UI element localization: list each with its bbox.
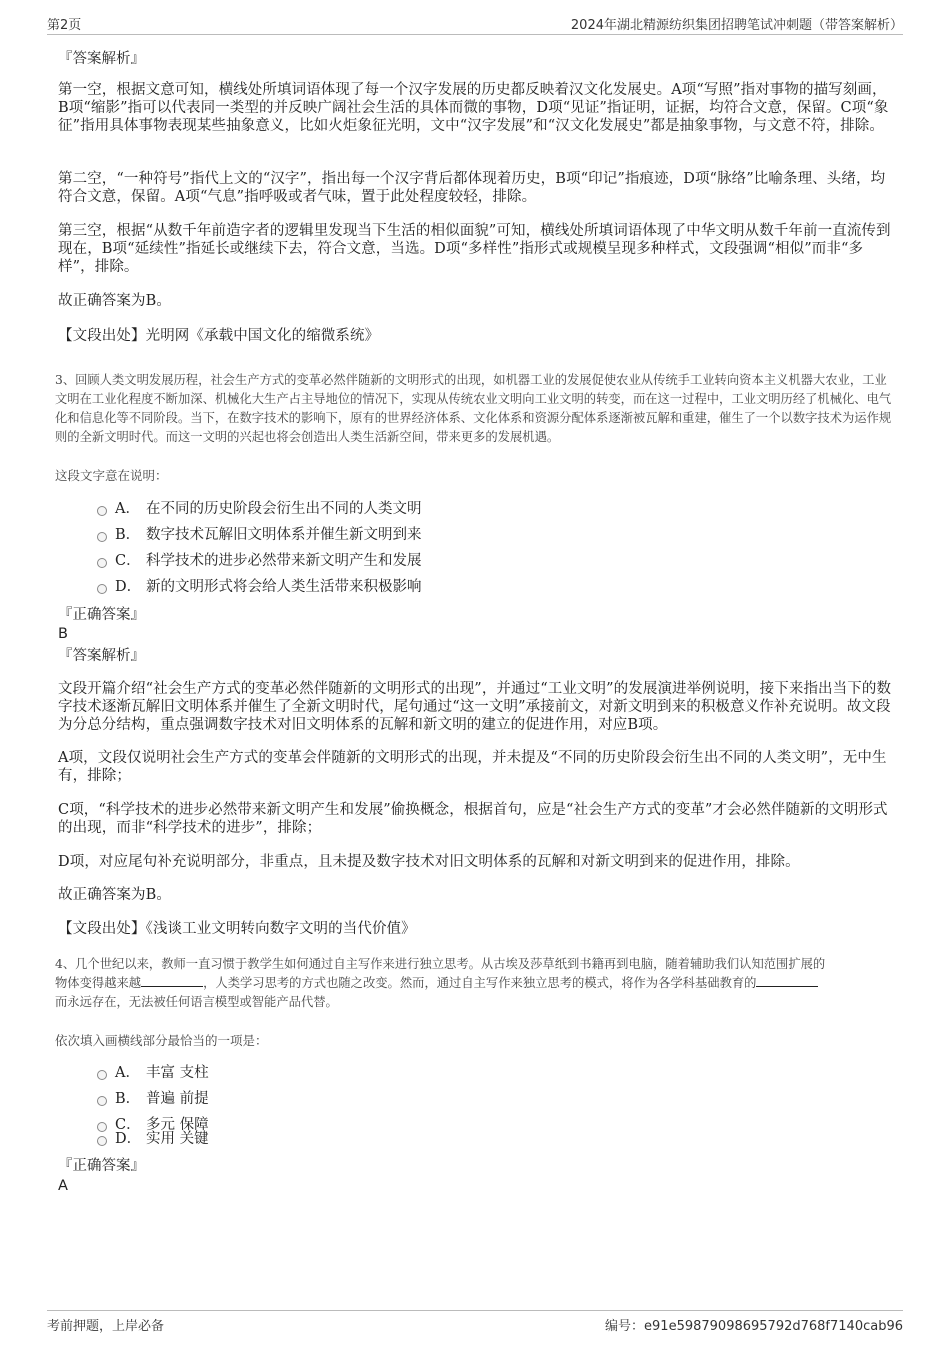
q2-analysis-p2: 第二空，“一种符号”指代上文的“汉字”，指出每一个汉字背后都体现着历史，B项“印记”指痕迹，D项“脉络”比喻条理、头绪，均符合文意，保留。A项“气息”指呼吸或者气味，置于此处程度较轻，排除。 <box>58 171 886 205</box>
q2-analysis-p1: 第一空，根据文意可知，横线处所填词语体现了每一个汉字发展的历史都反映着汉文化发展史。A项“写照”指对事物的描写刻画，B项“缩影”指可以代表同一类型的并反映广阔社会生活的具体而微的事物，D项“见证”指证明，证据，均符合文意，保留。C项“象征”指用具体事物表现某些抽象意义，比如火炬象征光明，文中“汉字发展”和“汉文化发展史”都是抽象事物，与文意不符，排除。 <box>58 82 889 134</box>
q4-correct-label: 『正确答案』 <box>58 1158 145 1174</box>
q3-correct-label: 『正确答案』 <box>58 607 145 623</box>
radio-icon[interactable] <box>97 506 107 516</box>
q3-option-b[interactable]: B． 数字技术瓦解旧文明体系并催生新文明到来 <box>97 526 422 544</box>
fill-blank-1 <box>141 974 203 987</box>
footer-code: 编号：e91e59879098695792d768f7140cab96 <box>605 1319 903 1334</box>
q3-analysis-p1: 文段开篇介绍“社会生产方式的变革必然伴随新的文明形式的出现”，并通过“工业文明”的发展演进举例说明，接下来指出当下的数字技术逐渐瓦解旧文明体系并催生了全新文明时代，尾句通过“这一文明”承接前文，对新文明到来的积极意义作补充说明。故文段为分总分结构，重点强调数字技术对旧文明体系的瓦解和新文明的建立的促进作用，对应B项。 <box>58 681 892 733</box>
q4-option-a[interactable]: A． 丰富 支柱 <box>97 1064 209 1082</box>
q3-analysis-p4: D项，对应尾句补充说明部分，非重点，且未提及数字技术对旧文明体系的瓦解和对新文明到来的促进作用，排除。 <box>58 854 800 870</box>
q3-option-d[interactable]: D． 新的文明形式将会给人类生活带来积极影响 <box>97 578 422 596</box>
q2-answer-summary: 故正确答案为B。 <box>58 293 171 309</box>
q3-option-c[interactable]: C． 科学技术的进步必然带来新文明产生和发展 <box>97 552 422 570</box>
q3-stem: 3、回顾人类文明发展历程，社会生产方式的变革必然伴随新的文明形式的出现，如机器工业的发展促使农业从传统手工业转向资本主义机器大农业，工业文明在工业化程度不断加深、机械化大生产占主导地位的情况下，实现从传统农业文明向工业文明的转变，而在这一过程中，工业文明历经了机械化、电气化和信息化等不同阶段。当下，在数字技术的影响下，原有的世界经济体系、文化体系和资源分配体系逐渐被瓦解和重建，催生了一个以数字技术为运作规则的全新文明时代。而这一文明的兴起也将会创造出人类生活新空间，带来更多的发展机遇。 <box>55 373 892 444</box>
q3-analysis-label: 『答案解析』 <box>58 648 145 664</box>
q3-prompt: 这段文字意在说明： <box>55 468 168 483</box>
radio-icon[interactable] <box>97 1136 107 1146</box>
q2-source: 【文段出处】光明网《承载中国文化的缩微系统》 <box>58 328 380 344</box>
radio-icon[interactable] <box>97 532 107 542</box>
page-footer <box>47 1310 903 1334</box>
q3-correct-answer: B <box>58 626 68 642</box>
q4-stem: 4、几个世纪以来，教师一直习惯于教学生如何通过自主写作来进行独立思考。从古埃及莎草纸到书籍再到电脑，随着辅助我们认知范围扩展的 物体变得越来越 ，人类学习思考的方式也随之改变。然而，通过自主写作来独立思考的模式，将作为各学科基础教育的 而永远存在，无法被任何语言模型或智能产品代替。 <box>55 957 826 1009</box>
q3-analysis-p3: C项，“科学技术的进步必然带来新文明产生和发展”偷换概念，根据首句，应是“社会生产方式的变革”才会必然伴随新的文明形式的出现，而非“科学技术的进步”，排除； <box>58 802 888 836</box>
page-header <box>47 12 903 35</box>
document-title: 2024年湖北精源纺织集团招聘笔试冲刺题（带答案解析） <box>570 18 903 33</box>
radio-icon[interactable] <box>97 584 107 594</box>
q3-source: 【文段出处】《浅谈工业文明转向数字文明的当代价值》 <box>58 921 416 937</box>
q4-option-b[interactable]: B． 普遍 前提 <box>97 1090 209 1108</box>
q2-analysis-p3: 第三空，根据“从数千年前造字者的逻辑里发现当下生活的相似面貌”可知，横线处所填词语体现了中华文明从数千年前一直流传到现在，B项“延续性”指延长或继续下去，符合文意，当选。D项“多样性”指形式或规模呈现多种样式，文段强调“相似”而非“多样”，排除。 <box>58 223 891 275</box>
radio-icon[interactable] <box>97 1096 107 1106</box>
footer-slogan: 考前押题，上岸必备 <box>47 1319 165 1334</box>
page-number: 第2页 <box>47 18 82 33</box>
fill-blank-2 <box>756 974 818 987</box>
radio-icon[interactable] <box>97 1070 107 1080</box>
q4-option-d[interactable]: D． 实用 关键 <box>97 1130 209 1148</box>
q3-answer-summary: 故正确答案为B。 <box>58 887 171 903</box>
q3-option-a[interactable]: A． 在不同的历史阶段会衍生出不同的人类文明 <box>97 500 422 518</box>
q4-option-c[interactable]: C． 多元 保障 <box>97 1116 209 1134</box>
radio-icon[interactable] <box>97 558 107 568</box>
q4-correct-answer: A <box>58 1178 68 1194</box>
q4-prompt: 依次填入画横线部分最恰当的一项是： <box>55 1033 268 1048</box>
q3-analysis-p2: A项，文段仅说明社会生产方式的变革会伴随新的文明形式的出现，并未提及“不同的历史阶段会衍生出不同的人类文明”，无中生有，排除； <box>58 750 887 784</box>
q2-analysis-label: 『答案解析』 <box>58 51 145 67</box>
